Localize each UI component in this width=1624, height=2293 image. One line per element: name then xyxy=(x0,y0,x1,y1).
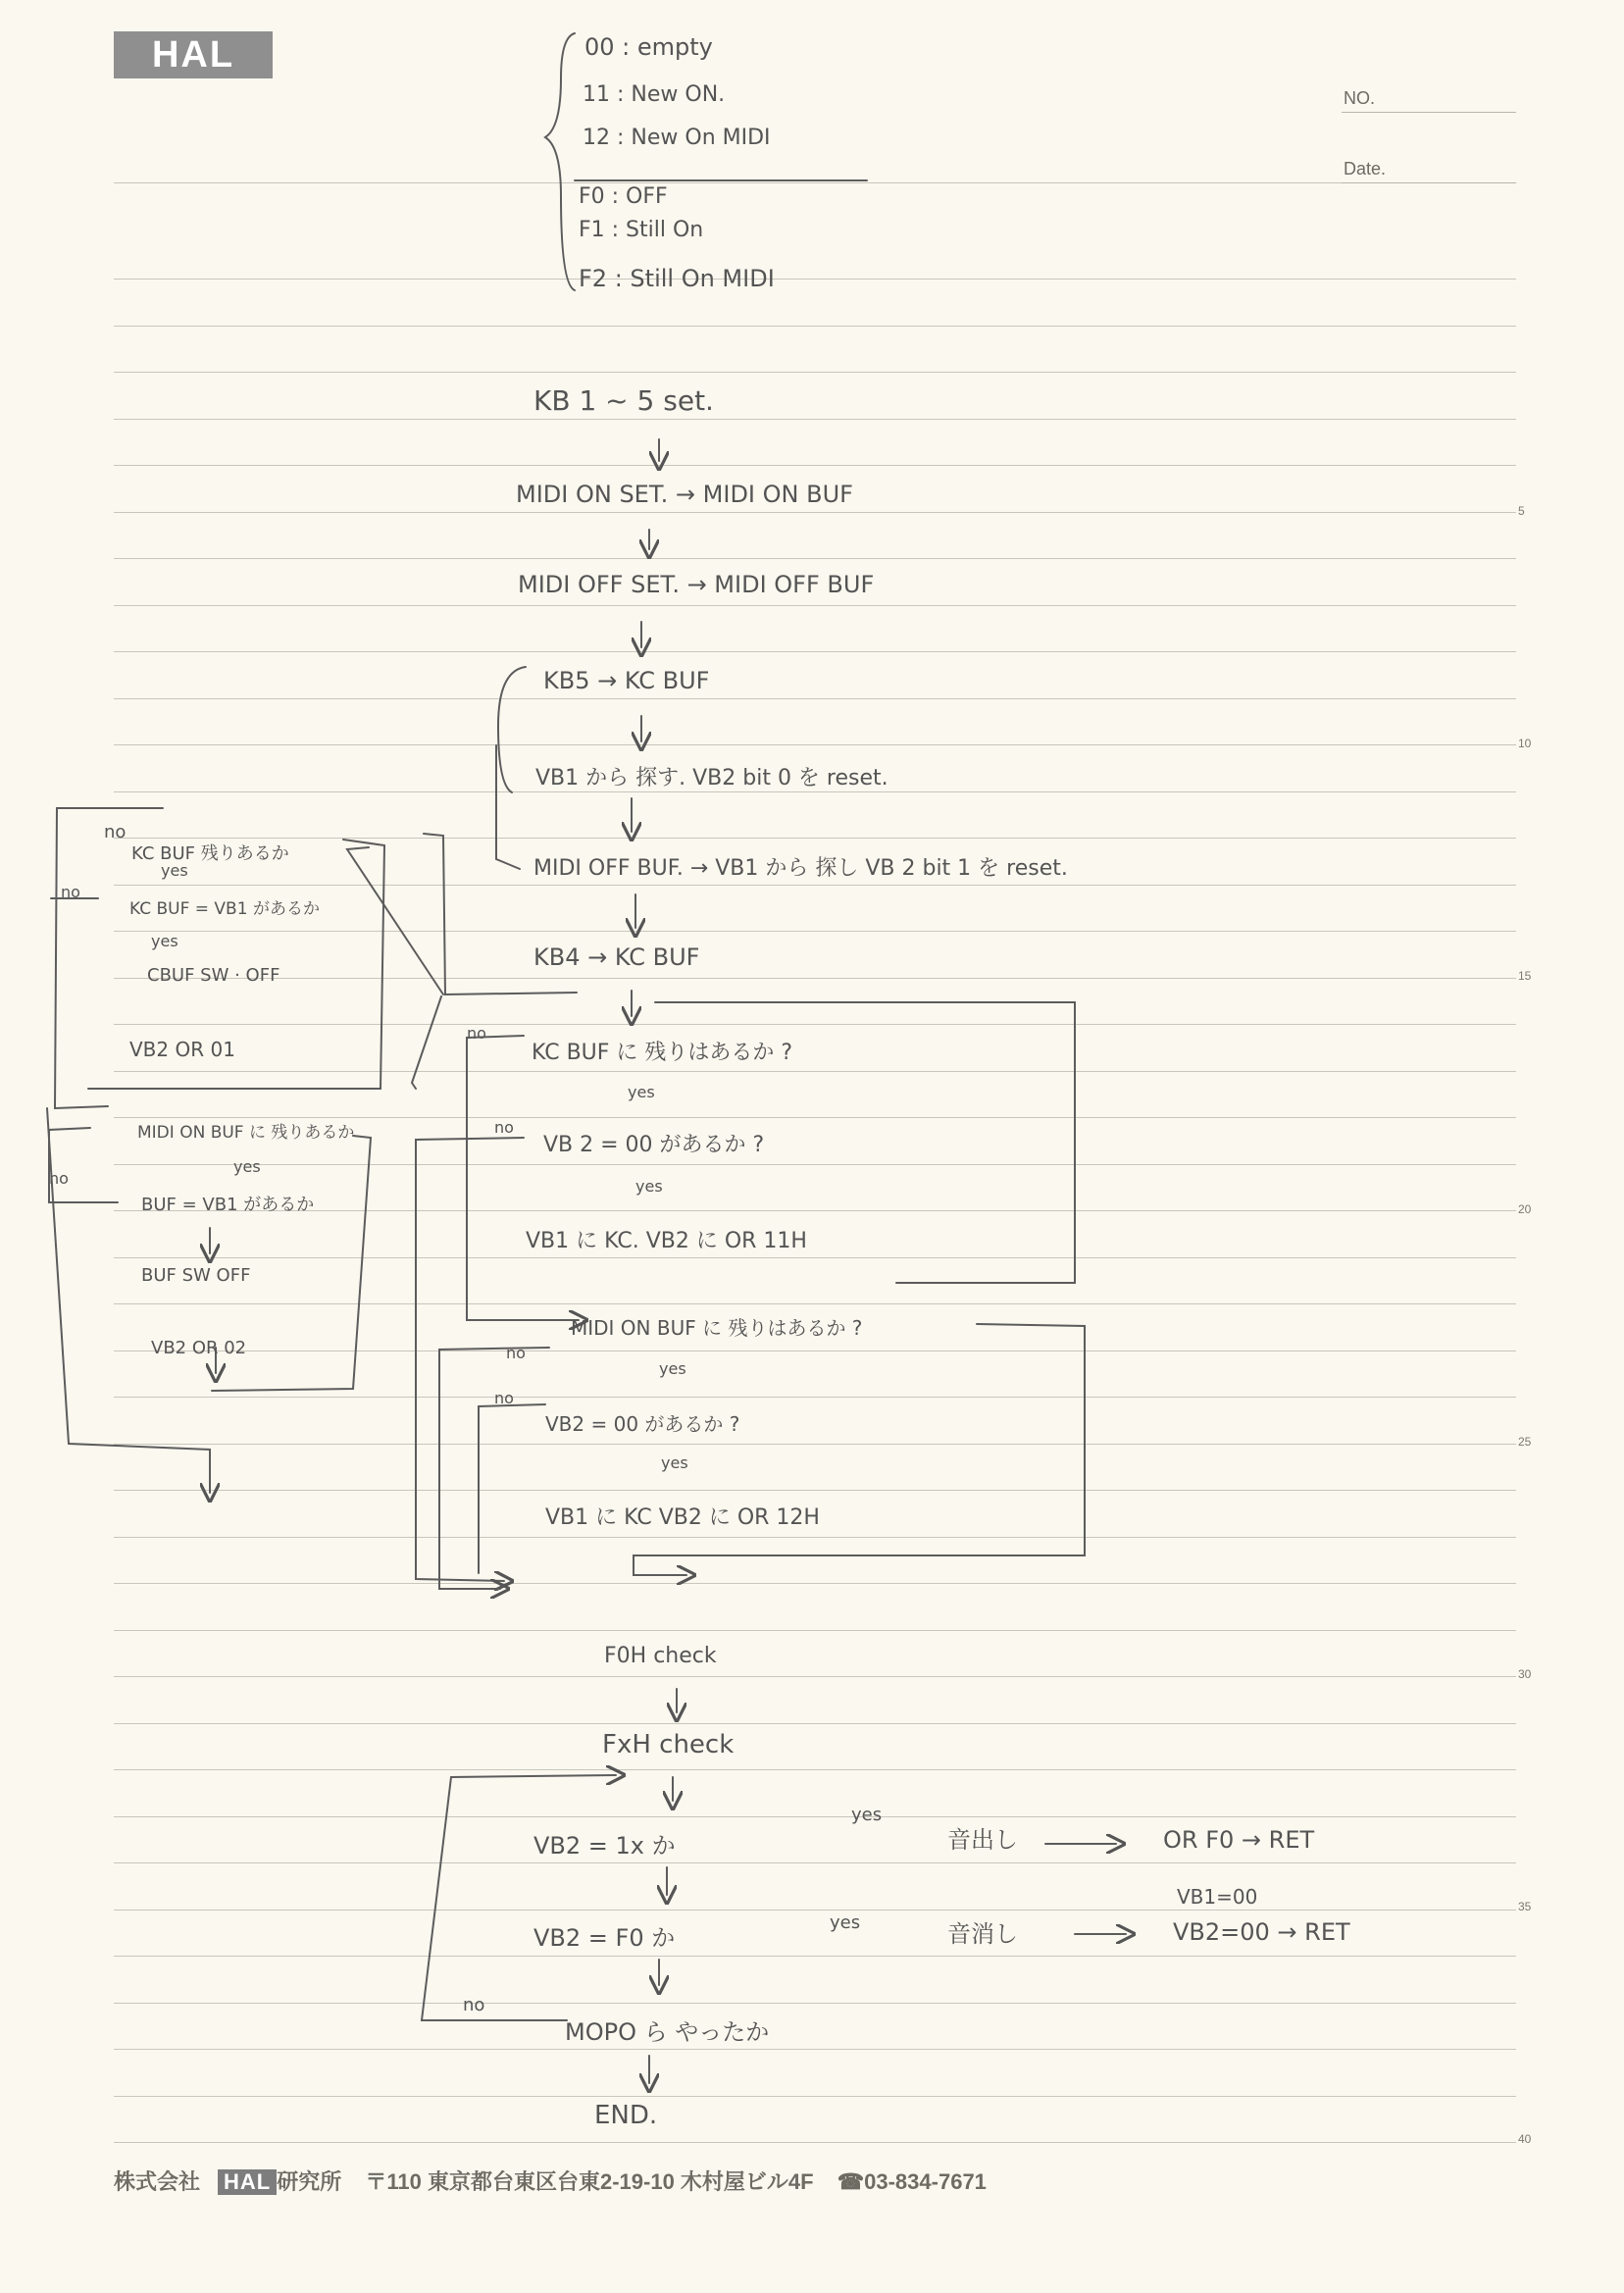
line-number: 5 xyxy=(1518,504,1525,518)
side-b-midi-on-buf-remaining: MIDI ON BUF に 残りあるか xyxy=(137,1123,355,1143)
step-midi-on-buf-remaining: MIDI ON BUF に 残りはあるか ? xyxy=(571,1316,863,1340)
company-phone: ☎03-834-7671 xyxy=(837,2169,987,2194)
step-vb2-empty-2: VB2 = 00 があるか ? xyxy=(545,1412,740,1436)
line-number: 20 xyxy=(1518,1202,1532,1216)
footer-logo: HAL xyxy=(218,2169,277,2195)
step-vb2-1x: VB2 = 1x か xyxy=(533,1832,676,1860)
step-midi-on-set: MIDI ON SET. → MIDI ON BUF xyxy=(516,481,853,508)
line-number: 40 xyxy=(1518,2132,1532,2146)
step-kb5-kcbuf: KB5 → KC BUF xyxy=(543,667,710,694)
step-midi-off-buf: MIDI OFF BUF. → VB1 から 探し VB 2 bit 1 を reset. xyxy=(533,856,1068,881)
side-a-kcbuf-remaining: KC BUF 残りあるか xyxy=(131,843,289,864)
step-kb4-kcbuf: KB4 → KC BUF xyxy=(533,943,700,971)
legend-item: 00 : empty xyxy=(584,33,713,61)
step-vb2-f0: VB2 = F0 か xyxy=(533,1924,676,1952)
line-number: 35 xyxy=(1518,1900,1532,1913)
yes-label: yes xyxy=(661,1453,688,1472)
yes-label: yes xyxy=(851,1805,883,1825)
company-footer xyxy=(114,2166,1004,2196)
no-label: no xyxy=(494,1118,514,1137)
no-label: no xyxy=(467,1024,486,1043)
step-vb1-search: VB1 から 探す. VB2 bit 0 を reset. xyxy=(535,766,888,790)
step-sound-on: 音出し xyxy=(947,1826,1018,1854)
company-suffix: 研究所 xyxy=(277,2169,342,2194)
step-kcbuf-remaining: KC BUF に 残りはあるか ? xyxy=(532,1041,793,1065)
line-number: 15 xyxy=(1518,969,1532,983)
step-mopo-done: MOPO ら やったか xyxy=(565,2018,770,2046)
step-f0h-check: F0H check xyxy=(604,1644,717,1668)
legend-item: 12 : New On MIDI xyxy=(583,126,771,150)
step-vb1-kc-11h: VB1 に KC. VB2 に OR 11H xyxy=(526,1229,807,1253)
legend-item: 11 : New ON. xyxy=(583,82,726,107)
step-vb1-kc-12h: VB1 に KC VB2 に OR 12H xyxy=(545,1505,820,1530)
no-label: no xyxy=(463,1995,485,2015)
step-or-f0-ret: OR F0 → RET xyxy=(1163,1826,1315,1854)
line-number: 25 xyxy=(1518,1435,1532,1449)
no-label: no xyxy=(506,1344,526,1362)
yes-label: yes xyxy=(151,932,178,950)
step-midi-off-set: MIDI OFF SET. → MIDI OFF BUF xyxy=(518,571,875,598)
yes-label: yes xyxy=(659,1359,686,1378)
legend-item: F0 : OFF xyxy=(579,184,668,209)
side-b-vb2-or-02: VB2 OR 02 xyxy=(151,1338,247,1358)
step-vb2-empty: VB 2 = 00 があるか ? xyxy=(543,1133,765,1157)
side-a-vb2-or-01: VB2 OR 01 xyxy=(129,1038,235,1061)
step-vb2-00-ret: VB2=00 → RET xyxy=(1173,1918,1350,1946)
side-a-kcbuf-vb1: KC BUF = VB1 があるか xyxy=(129,899,320,919)
step-sound-off: 音消し xyxy=(947,1920,1018,1948)
yes-label: yes xyxy=(233,1157,261,1176)
step-fxh-check: FxH check xyxy=(602,1730,735,1759)
yes-label: yes xyxy=(161,861,188,880)
hal-logo: HAL xyxy=(114,31,273,78)
side-b-buf-sw-off: BUF SW OFF xyxy=(141,1265,251,1286)
yes-label: yes xyxy=(830,1912,861,1933)
no-label: no xyxy=(61,883,80,901)
date-label: Date. xyxy=(1344,159,1387,178)
step-vb1-00: VB1=00 xyxy=(1177,1885,1258,1909)
yes-label: yes xyxy=(628,1083,655,1101)
legend-item: F2 : Still On MIDI xyxy=(579,265,775,292)
company-address: 〒110 東京都台東区台東2-19-10 木村屋ビル4F xyxy=(365,2169,814,2194)
side-a-cbuf-sw-off: CBUF SW · OFF xyxy=(147,965,280,986)
step-end: END. xyxy=(594,2101,658,2130)
no-label: no xyxy=(104,822,127,842)
legend-item: F1 : Still On xyxy=(579,218,704,242)
side-b-buf-vb1: BUF = VB1 があるか xyxy=(141,1195,315,1215)
line-number: 10 xyxy=(1518,737,1532,750)
no-label: no xyxy=(49,1169,69,1188)
yes-label: yes xyxy=(635,1177,663,1196)
company-prefix: 株式会社 xyxy=(114,2169,201,2194)
step-kb-set: KB 1 ~ 5 set. xyxy=(533,384,714,417)
no-label: no xyxy=(494,1389,514,1407)
number-label: NO. xyxy=(1344,88,1376,108)
line-number: 30 xyxy=(1518,1667,1532,1681)
